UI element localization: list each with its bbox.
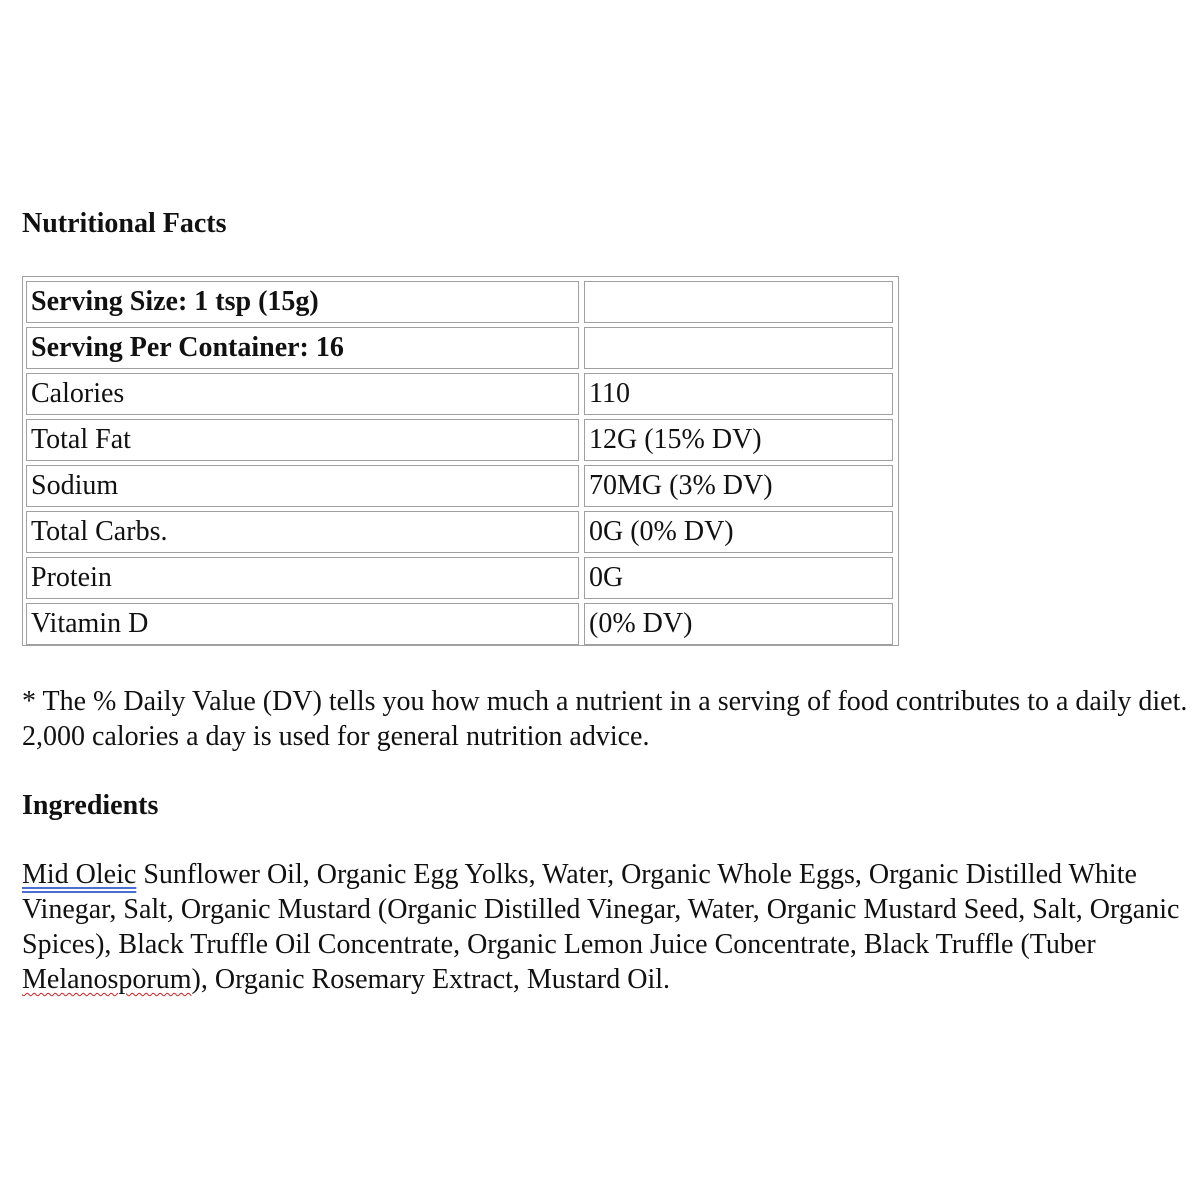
- table-row: [26, 603, 893, 645]
- nutrition-facts-heading: Nutritional Facts: [22, 208, 227, 239]
- row-label-calories: Calories: [26, 373, 579, 415]
- daily-value-footnote: * The % Daily Value (DV) tells you how much a nutrient in a serving of food contributes to a daily diet. 2,000 calories a day is used for general nutrition advice.: [22, 686, 1188, 752]
- table-row: [26, 419, 893, 461]
- row-value-sodium: 70MG (3% DV): [584, 465, 893, 507]
- nutrition-table-frame: [22, 276, 899, 646]
- ingredients-text-part: ), Organic Rosemary Extract, Mustard Oil.: [191, 964, 671, 995]
- row-label-servings-per-container: Serving Per Container: 16: [26, 327, 579, 369]
- table-row: [26, 557, 893, 599]
- ingredients-text-part: Sunflower Oil, Organic Egg Yolks, Water, Organic Whole Eggs, Organic Distilled White Vinegar, Salt, Organic Mustard (Organic Distilled Vinegar, Water, Organic Mustard Seed, Salt, Organic Spices), Black Truffle Oil Concentrate, Organic Lemon Juice Concentrate, Black Truffle (Tuber: [22, 859, 1180, 960]
- table-row: [26, 327, 893, 369]
- row-value-vitamin-d: (0% DV): [584, 603, 893, 645]
- row-value-protein: 0G: [584, 557, 893, 599]
- table-row: [26, 281, 893, 323]
- ingredients-heading: Ingredients: [22, 790, 159, 821]
- ingredients-text: [22, 857, 1192, 997]
- row-label-serving-size: Serving Size: 1 tsp (15g): [26, 281, 579, 323]
- spelling-flagged-word[interactable]: Melanosporum: [22, 964, 192, 995]
- grammar-flagged-word[interactable]: Mid Oleic: [22, 859, 137, 890]
- table-row: [26, 465, 893, 507]
- table-row: [26, 511, 893, 553]
- row-label-total-fat: Total Fat: [26, 419, 579, 461]
- row-value-total-fat: 12G (15% DV): [584, 419, 893, 461]
- row-value-servings-per-container: [584, 327, 893, 369]
- row-value-calories: 110: [584, 373, 893, 415]
- row-value-total-carbs: 0G (0% DV): [584, 511, 893, 553]
- row-label-total-carbs: Total Carbs.: [26, 511, 579, 553]
- row-label-protein: Protein: [26, 557, 579, 599]
- row-label-sodium: Sodium: [26, 465, 579, 507]
- row-value-serving-size: [584, 281, 893, 323]
- nutrition-table: [21, 277, 898, 649]
- row-label-vitamin-d: Vitamin D: [26, 603, 579, 645]
- table-row: [26, 373, 893, 415]
